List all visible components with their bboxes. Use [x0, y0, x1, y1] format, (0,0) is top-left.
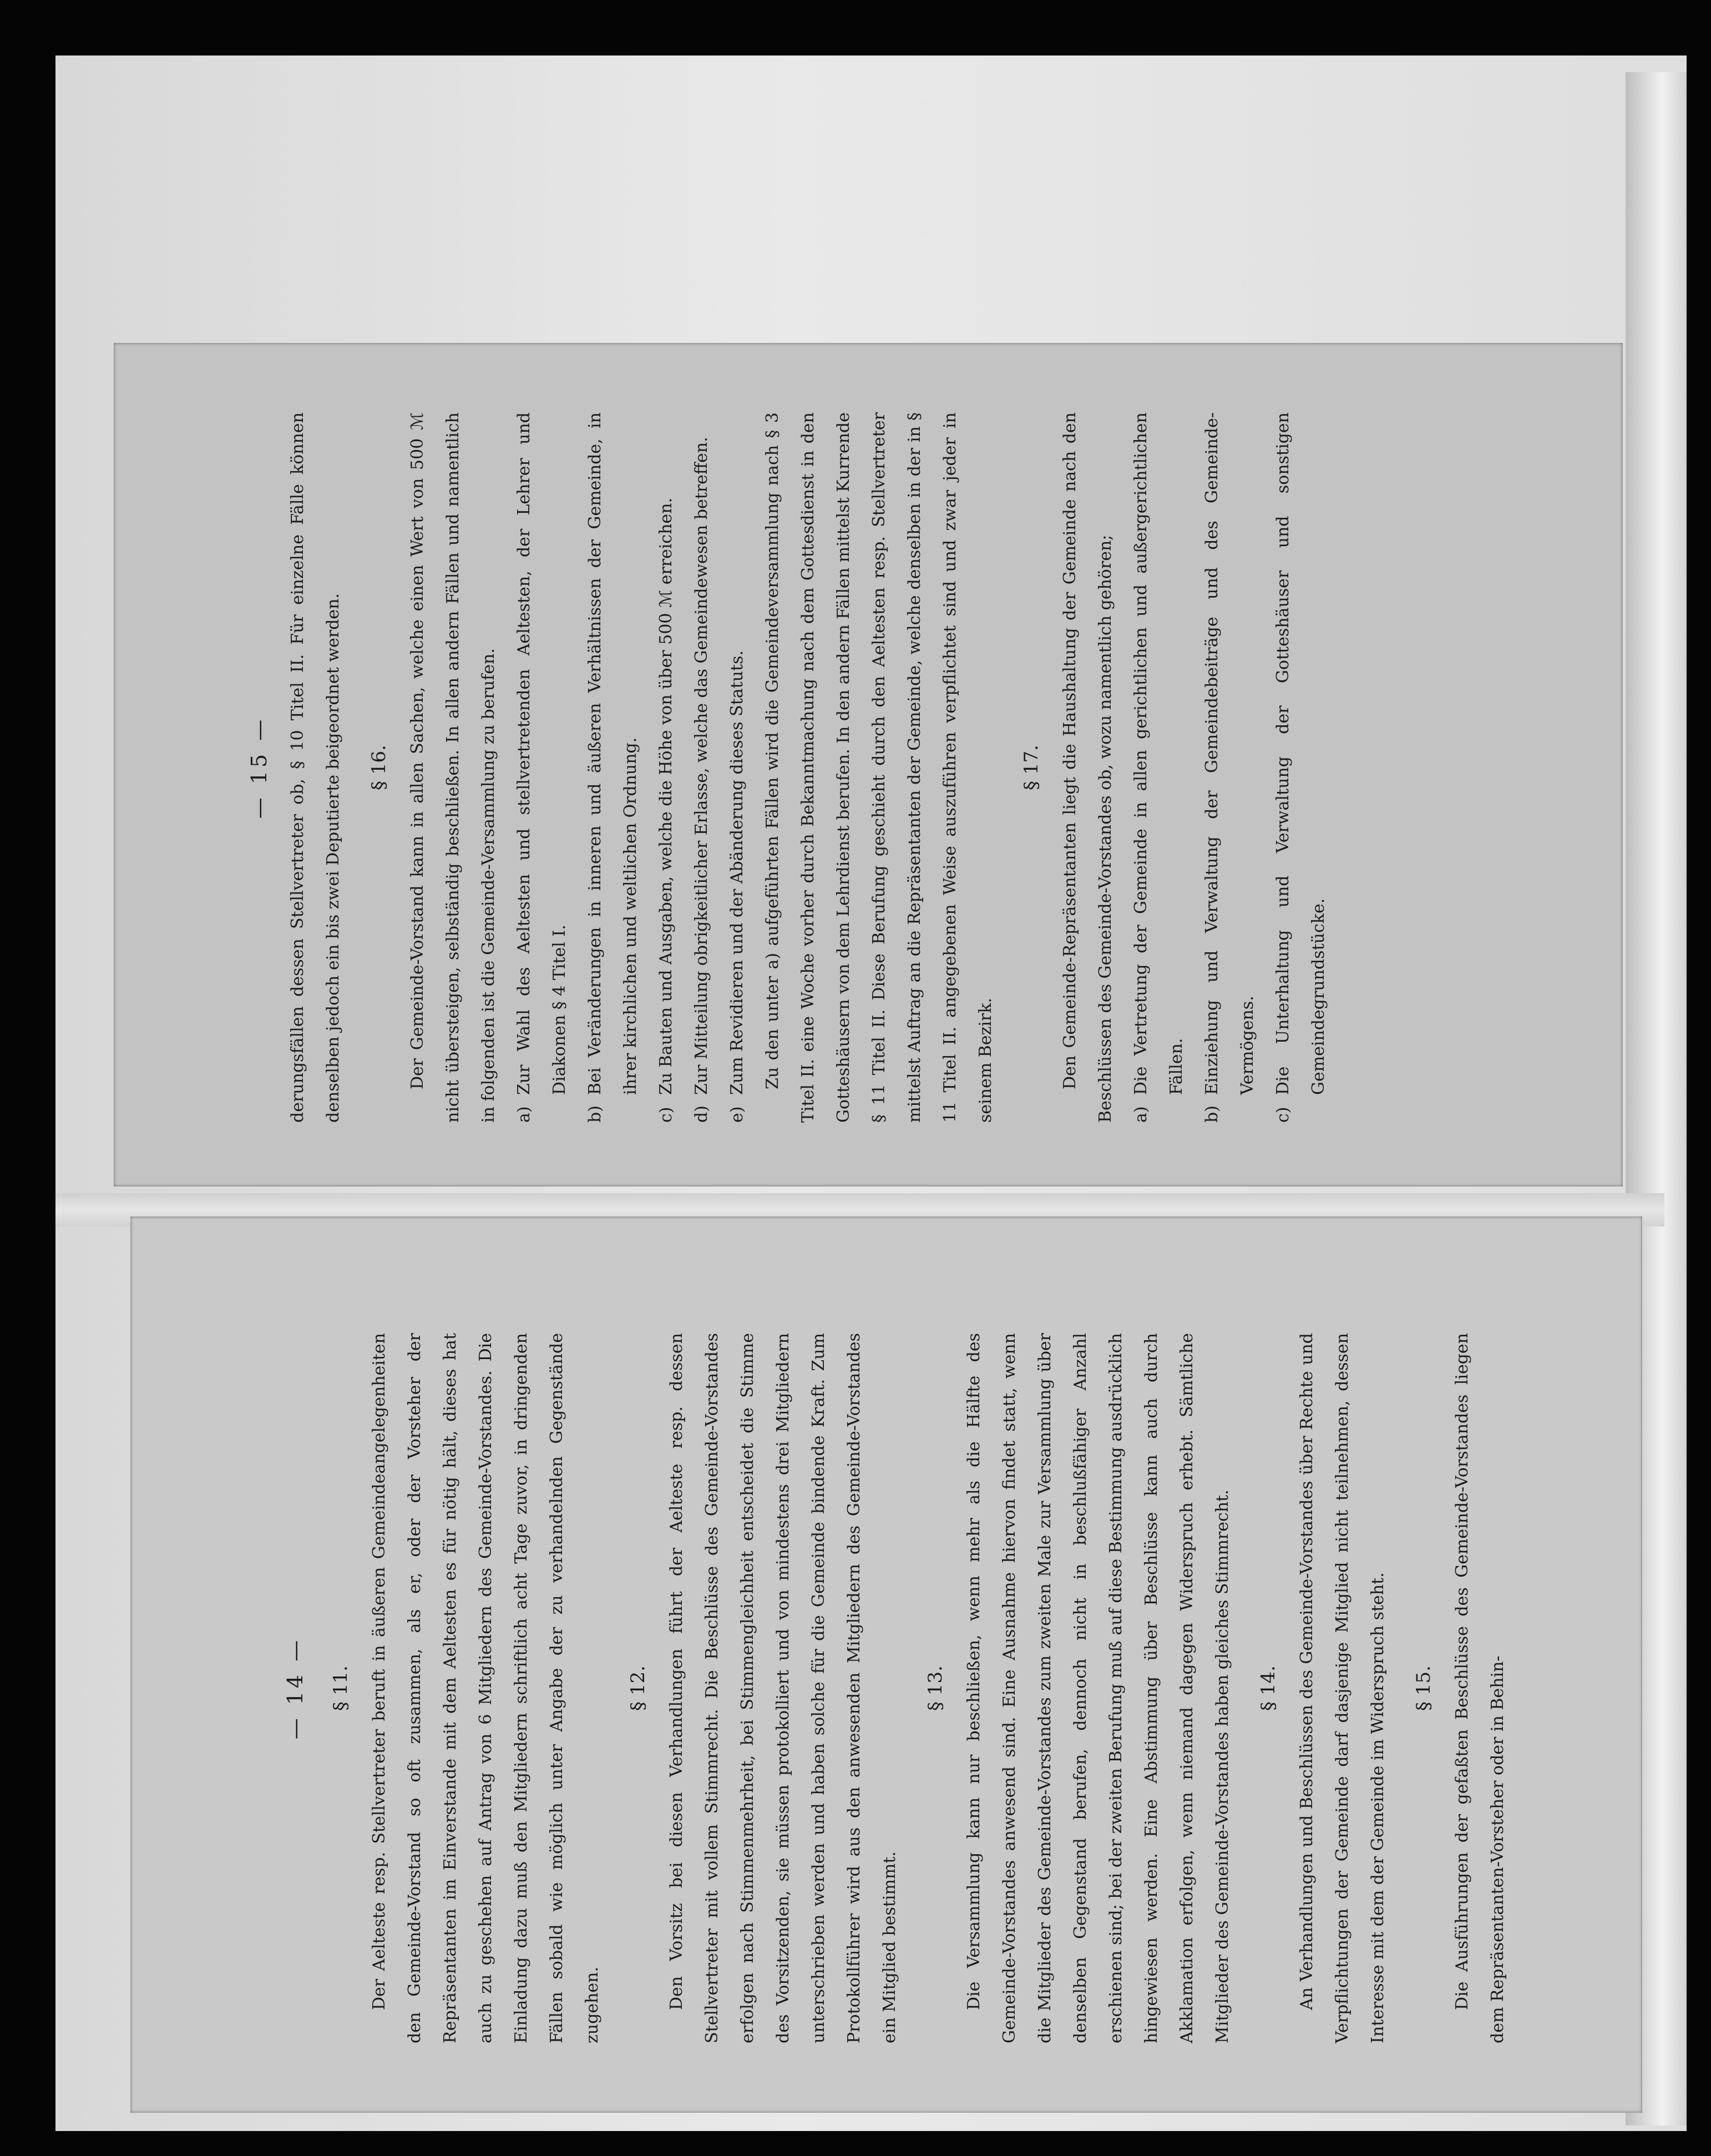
list-item: c)Zu Bauten und Ausgaben, welche die Höhe von über 500 ℳ erreichen.	[656, 497, 676, 1123]
section-heading-16: § 16.	[368, 745, 390, 790]
section-heading-14: § 14.	[1257, 1665, 1279, 1711]
paragraph-continuation: derungsfällen dessen Stellvertreter ob, § 10 Titel II. Für einzelne Fälle können denselben jedoch ein bis zwei Deputierte beigeordnet werden.	[288, 412, 343, 1123]
list-item: a)Zur Wahl des Aeltesten und stellvertretenden Aeltesten, der Lehrer und Diakonen § 4 Titel I.	[514, 412, 569, 1123]
section-12-text: Den Vorsitz bei diesen Verhandlungen führt der Aelteste resp. dessen Stellvertreter mit vollem Stimmrecht. Die Beschlüsse des Gemeinde-Vorstandes erfolgen nach Stimmenmehrheit, bei Stimmengleichheit entscheidet die Stimme des Vorsitzenden, sie müssen protokolliert und von mindestens drei Mitgliedern unterschrieben werden und haben solche für die Gemeinde bindende Kraft. Zum Protokollführer wird aus den anwesenden Mitgliedern des Gemeinde-Vorstandes ein Mitglied bestimmt.	[667, 1333, 899, 2043]
section-14-text: An Verhandlungen und Beschlüssen des Gemeinde-Vorstandes über Rechte und Verpflichtungen der Gemeinde darf dasjenige Mitglied nicht teilnehmen, dessen Interesse mit dem der Gemeinde im Widerspruch steht.	[1297, 1333, 1388, 2043]
section-13-text: Die Versammlung kann nur beschließen, wenn mehr als die Hälfte des Gemeinde-Vorstandes anwesend sind. Eine Ausnahme hiervon findet statt, wenn die Mitglieder des Gemeinde-Vorstandes zum zweiten Male zur Versammlung über denselben Gegenstand berufen, dennoch nicht in beschlußfähiger Anzahl erschienen sind; bei der zweiten Berufung muß auf diese Bestimmung ausdrücklich hingewiesen werden. Eine Abstimmung über Beschlüsse kann auch durch Akklamation erfolgen, wenn niemand dagegen Widerspruch erhebt. Sämtliche Mitglieder des Gemeinde-Vorstandes haben gleiches Stimmrecht.	[964, 1333, 1232, 2043]
section-heading-12: § 12.	[627, 1665, 649, 1711]
section-17-text: Den Gemeinde-Repräsentanten liegt die Haushaltung der Gemeinde nach den Beschlüssen des Gemeinde-Vorstandes ob, wozu namentlich gehören;	[1060, 412, 1115, 1123]
list-item: b)Einziehung und Verwaltung der Gemeindebeiträge und des Gemeinde-Vermögens.	[1202, 412, 1257, 1123]
page-15	[114, 343, 1623, 1186]
list-item: d)Zur Mitteilung obrigkeitlicher Erlasse, welche das Gemeindewesen betreffen.	[692, 437, 711, 1123]
section-11-text: Der Aelteste resp. Stellvertreter beruft in äußeren Gemeindeangelegenheiten den Gemeinde-Vorstand so oft zusammen, als er, oder der Vorsteher der Repräsentanten im Einverstande mit dem Aeltesten es für nötig hält, dieses hat auch zu geschehen auf Antrag von 6 Mitgliedern des Gemeinde-Vorstandes. Die Einladung dazu muß den Mitgliedern schriftlich acht Tage zuvor, in dringenden Fällen sobald wie möglich unter Angabe der zu verhandelnden Gegenstände zugehen.	[369, 1333, 602, 2043]
list-item: b)Bei Veränderungen in inneren und äußeren Verhältnissen der Gemeinde, in ihrer kirchlichen und weltlichen Ordnung.	[585, 412, 640, 1123]
section-16-text: Der Gemeinde-Vorstand kann in allen Sachen, welche einen Wert von 500 ℳ nicht übersteigen, selbständig beschließen. In allen andern Fällen und namentlich in folgenden ist die Gemeinde-Versammlung zu berufen.	[408, 412, 498, 1123]
section-15-text: Die Ausführungen der gefaßten Beschlüsse des Gemeinde-Vorstandes liegen dem Repräsentanten-Vorsteher oder in Behin-	[1452, 1333, 1507, 2043]
list-item: c)Die Unterhaltung und Verwaltung der Gotteshäuser und sonstigen Gemeindegrundstücke.	[1273, 412, 1328, 1123]
page-number: — 15 —	[247, 716, 271, 819]
list-item: e)Zum Revidieren und der Abänderung dieses Statuts.	[727, 650, 747, 1123]
section-heading-11: § 11.	[330, 1665, 352, 1711]
page-number: — 14 —	[283, 1637, 307, 1740]
page-14-text-column	[277, 1333, 1516, 2043]
page-14	[130, 1216, 1642, 2113]
section-16-closing: Zu den unter a) aufgeführten Fällen wird die Gemeindeversammlung nach § 3 Titel II. eine Woche vorher durch Bekanntmachung nach dem Gottesdienst in den Gotteshäusern von dem Lehrdienst berufen. In den andern Fällen mittelst Kurrende § 11 Titel II. Diese Berufung geschieht durch den Aeltesten resp. Stellvertreter mittelst Auftrag an die Repräsentanten der Gemeinde, welche denselben in der in § 11 Titel II. angegebenen Weise auszuführen verpflichtet sind und zwar jeder in seinem Bezirk.	[763, 412, 995, 1123]
list-item: a)Die Vertretung der Gemeinde in allen gerichtlichen und außergerichtlichen Fällen.	[1131, 412, 1186, 1123]
page-15-text-column	[241, 412, 1337, 1123]
section-heading-13: § 13.	[924, 1665, 946, 1711]
section-heading-17: § 17.	[1020, 745, 1042, 790]
section-heading-15: § 15.	[1413, 1665, 1435, 1711]
